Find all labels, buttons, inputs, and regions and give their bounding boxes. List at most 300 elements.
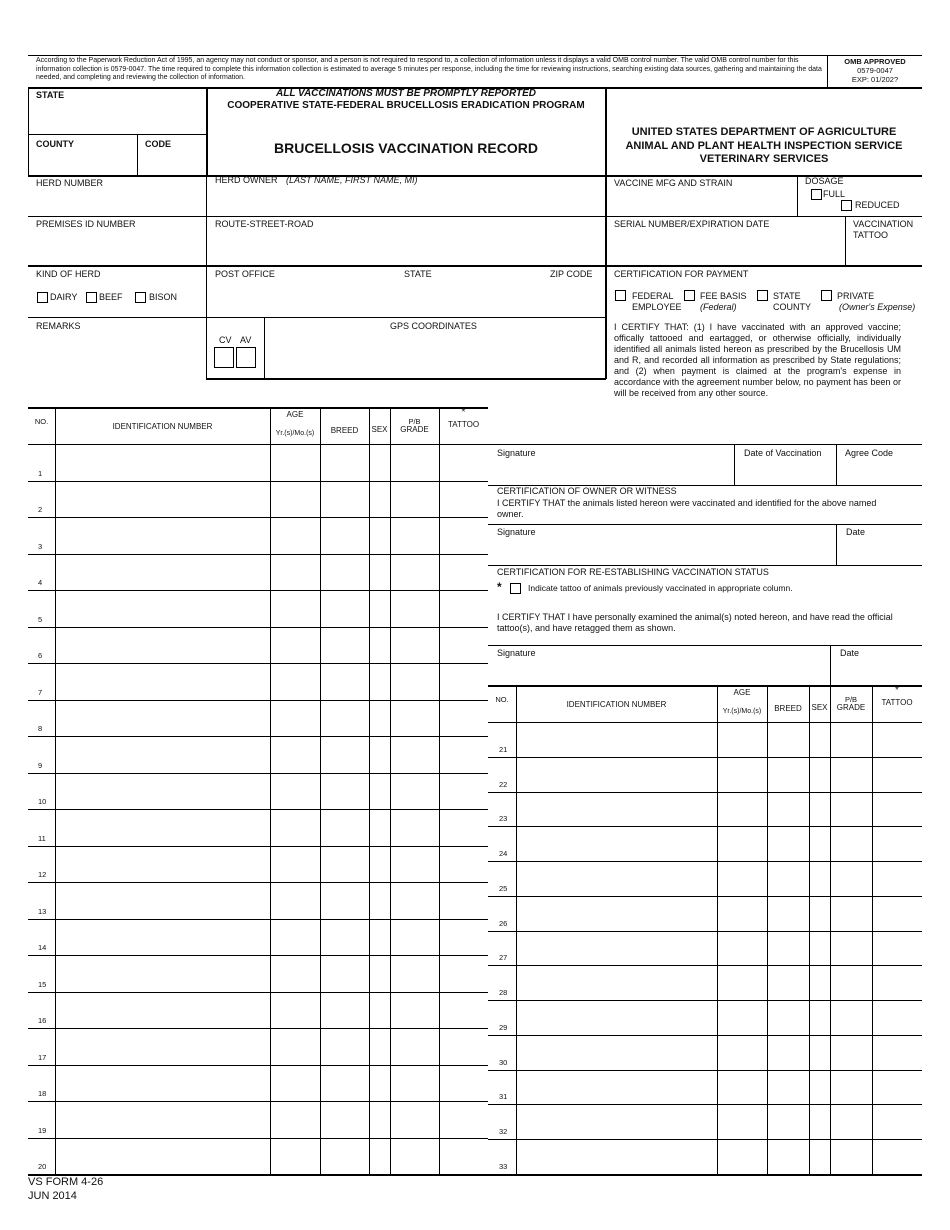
row-number: 20 (38, 1162, 47, 1171)
sex-cell[interactable] (810, 758, 829, 791)
sex-cell[interactable] (370, 445, 389, 480)
col-header-grade: GRADE (400, 425, 429, 434)
row-number: 11 (38, 833, 46, 843)
sex-cell[interactable] (810, 1105, 829, 1138)
row-number: 1 (38, 468, 43, 478)
tattoo-cell[interactable] (440, 628, 487, 663)
tattoo-cell[interactable] (440, 664, 487, 699)
identification-cell[interactable] (517, 827, 716, 860)
identification-cell[interactable] (56, 664, 269, 699)
pb-grade-cell[interactable] (831, 723, 871, 756)
bison-label: BISON (149, 292, 178, 302)
identification-cell[interactable] (56, 956, 269, 991)
row-number: 16 (38, 1016, 47, 1025)
tattoo-cell[interactable] (440, 956, 487, 991)
row-number: 9 (38, 760, 43, 770)
tattoo-cell[interactable] (440, 1102, 487, 1137)
age-cell[interactable] (271, 883, 319, 918)
sex-cell[interactable] (370, 993, 389, 1028)
row-number: 28 (499, 988, 508, 998)
identification-cell[interactable] (517, 966, 716, 999)
breed-cell[interactable] (321, 482, 368, 517)
pb-grade-cell[interactable] (391, 737, 438, 772)
pb-grade-cell[interactable] (831, 793, 871, 826)
sex-cell[interactable] (370, 1102, 389, 1137)
age-cell[interactable] (718, 862, 766, 895)
sex-cell[interactable] (370, 1029, 389, 1064)
pb-grade-cell[interactable] (831, 1036, 871, 1069)
serial-label: SERIAL NUMBER/EXPIRATION DATE (614, 219, 770, 229)
identification-cell[interactable] (517, 1036, 716, 1069)
breed-cell[interactable] (768, 793, 808, 826)
tattoo-cell[interactable] (440, 810, 487, 845)
tattoo-cell[interactable] (440, 993, 487, 1028)
identification-cell[interactable] (517, 1105, 716, 1138)
row-number: 26 (499, 918, 508, 928)
identification-cell[interactable] (56, 518, 269, 553)
reestablish-title: CERTIFICATION FOR RE-ESTABLISHING VACCINATION STATUS (497, 567, 769, 577)
pb-grade-cell[interactable] (831, 1071, 871, 1104)
col-header-tattoo: TATTOO (447, 420, 480, 429)
age-cell[interactable] (271, 810, 319, 845)
age-cell[interactable] (271, 664, 319, 699)
tattoo-cell[interactable] (440, 701, 487, 736)
age-cell[interactable] (271, 1102, 319, 1137)
tattoo-cell[interactable] (873, 966, 921, 999)
sex-cell[interactable] (810, 862, 829, 895)
dosage-label: DOSAGE (805, 176, 844, 186)
row-number: 25 (499, 883, 508, 893)
agency-aphis: ANIMAL AND PLANT HEALTH INSPECTION SERVICE (625, 139, 903, 152)
pb-grade-cell[interactable] (831, 862, 871, 895)
pb-grade-cell[interactable] (391, 628, 438, 663)
tattoo-cell[interactable] (873, 793, 921, 826)
pb-grade-cell[interactable] (831, 758, 871, 791)
breed-cell[interactable] (321, 701, 368, 736)
sex-cell[interactable] (370, 591, 389, 626)
row-number: 18 (38, 1089, 47, 1098)
pb-grade-cell[interactable] (391, 1066, 438, 1101)
pb-grade-cell[interactable] (391, 555, 438, 590)
row-number: 7 (38, 687, 43, 697)
state-county-checkbox[interactable] (757, 290, 768, 301)
federal-employee-checkbox[interactable] (615, 290, 626, 301)
breed-cell[interactable] (321, 847, 368, 882)
dairy-checkbox[interactable] (37, 292, 48, 303)
form-number: VS FORM 4-26 (28, 1176, 104, 1188)
pb-grade-cell[interactable] (831, 897, 871, 930)
age-cell[interactable] (718, 1001, 766, 1034)
sex-cell[interactable] (810, 1001, 829, 1034)
dosage-reduced-checkbox[interactable] (841, 200, 852, 211)
col-header-pb: P/B (844, 695, 858, 704)
tattoo-cell[interactable] (440, 1029, 487, 1064)
sex-cell[interactable] (370, 847, 389, 882)
age-cell[interactable] (718, 897, 766, 930)
age-cell[interactable] (271, 1139, 319, 1174)
row-number: 32 (499, 1127, 508, 1137)
identification-cell[interactable] (517, 932, 716, 965)
omb-exp: EXP: 01/202? (851, 75, 899, 84)
tattoo-cell[interactable] (440, 847, 487, 882)
tattoo-cell[interactable] (440, 518, 487, 553)
dosage-reduced-label: REDUCED (855, 200, 900, 210)
identification-cell[interactable] (56, 737, 269, 772)
av-label: AV (240, 335, 252, 345)
pb-grade-cell[interactable] (391, 810, 438, 845)
identification-cell[interactable] (517, 723, 716, 756)
identification-cell[interactable] (517, 897, 716, 930)
omb-approved-box (828, 57, 922, 84)
form-title: BRUCELLOSIS VACCINATION RECORD (274, 140, 538, 156)
row-number: 14 (38, 943, 47, 952)
row-number: 13 (38, 906, 47, 916)
state-label: STATE (36, 90, 65, 100)
identification-cell[interactable] (56, 883, 269, 918)
sex-cell[interactable] (370, 920, 389, 955)
age-cell[interactable] (271, 518, 319, 553)
row-number: 21 (499, 744, 508, 754)
pb-grade-cell[interactable] (831, 932, 871, 965)
pb-grade-cell[interactable] (831, 1001, 871, 1034)
remarks-label: REMARKS (36, 321, 81, 331)
tattoo-cell[interactable] (873, 1105, 921, 1138)
breed-cell[interactable] (321, 956, 368, 991)
col-header-identification: IDENTIFICATION NUMBER (112, 422, 213, 431)
private-checkbox[interactable] (821, 290, 832, 301)
tattoo-cell[interactable] (873, 758, 921, 791)
col-header-age-sub: Yr.(s)/Mo.(s) (722, 708, 762, 715)
row-number: 2 (38, 505, 43, 514)
age-cell[interactable] (718, 1140, 766, 1173)
omb-number: 0579-0047 (857, 66, 893, 75)
col-header-star: * (895, 685, 899, 696)
row-number: 6 (38, 651, 43, 660)
breed-cell[interactable] (768, 827, 808, 860)
sex-cell[interactable] (370, 1139, 389, 1174)
sex-cell[interactable] (810, 932, 829, 965)
tattoo-cell[interactable] (440, 1066, 487, 1101)
sex-cell[interactable] (370, 956, 389, 991)
row-number: 27 (499, 953, 508, 963)
identification-cell[interactable] (517, 758, 716, 791)
premises-id-label: PREMISES ID NUMBER (36, 219, 136, 229)
col-header-sex: SEX (371, 425, 388, 434)
sex-cell[interactable] (810, 897, 829, 930)
breed-cell[interactable] (321, 591, 368, 626)
county-label: COUNTY (36, 139, 74, 149)
herd-owner-hint: (LAST NAME, FIRST NAME, MI) (286, 175, 418, 185)
pb-grade-cell[interactable] (391, 591, 438, 626)
row-number: 19 (38, 1125, 47, 1135)
route-label: ROUTE-STREET-ROAD (215, 219, 314, 229)
reestablish-checkbox[interactable] (510, 583, 521, 594)
paperwork-notice: According to the Paperwork Reduction Act of 1995, an agency may not conduct or sponsor, and a person is not required to respond to, a collection of information unless it displays a valid OMB control number. The valid OMB control number for this information collection is 0579-0047. The time required to complete this information collection is estimated to average 5 minutes per response, including the time for reviewing instructions, searching existing data sources, gathering and maintaining the data needed, and completing and reviewing the collection of information. (36, 57, 822, 81)
reestablish-date-label: Date (840, 648, 860, 658)
breed-cell[interactable] (768, 966, 808, 999)
bison-checkbox[interactable] (135, 292, 146, 303)
sex-cell[interactable] (370, 774, 389, 809)
herd-number-label: HERD NUMBER (36, 178, 104, 188)
breed-cell[interactable] (321, 555, 368, 590)
agency-vs: VETERINARY SERVICES (699, 153, 829, 165)
row-number: 10 (38, 797, 47, 806)
av-box[interactable] (236, 347, 256, 368)
sex-cell[interactable] (370, 810, 389, 845)
age-cell[interactable] (718, 1071, 766, 1104)
breed-cell[interactable] (768, 1105, 808, 1138)
row-number: 33 (499, 1162, 508, 1171)
tattoo-cell[interactable] (873, 1036, 921, 1069)
col-header-breed: BREED (330, 426, 359, 435)
sex-cell[interactable] (810, 1036, 829, 1069)
row-number: 3 (38, 541, 43, 551)
tattoo-cell[interactable] (873, 1071, 921, 1104)
tattoo-cell[interactable] (440, 445, 487, 480)
breed-cell[interactable] (321, 883, 368, 918)
pb-grade-cell[interactable] (391, 518, 438, 553)
tattoo-cell[interactable] (873, 932, 921, 965)
dosage-full-label: FULL (823, 189, 846, 199)
sex-cell[interactable] (810, 793, 829, 826)
col-header-tattoo: TATTOO (881, 698, 913, 707)
report-notice: ALL VACCINATIONS MUST BE PROMPTLY REPORTED (275, 88, 536, 99)
breed-cell[interactable] (768, 932, 808, 965)
row-number: 23 (499, 814, 508, 824)
age-cell[interactable] (271, 701, 319, 736)
tattoo-cell[interactable] (873, 1001, 921, 1034)
owner-cert-title: CERTIFICATION OF OWNER OR WITNESS (497, 486, 677, 496)
tattoo-cell[interactable] (440, 591, 487, 626)
kind-of-herd-label: KIND OF HERD (36, 269, 101, 279)
sex-cell[interactable] (810, 827, 829, 860)
identification-cell[interactable] (56, 1102, 269, 1137)
reestablish-text: I CERTIFY THAT I have personally examined the animal(s) noted hereon, and have read the official tattoo(s), and have retagged them as shown. (497, 612, 893, 633)
age-cell[interactable] (271, 628, 319, 663)
breed-cell[interactable] (768, 1036, 808, 1069)
tattoo-cell[interactable] (873, 897, 921, 930)
pb-grade-cell[interactable] (391, 956, 438, 991)
pb-grade-cell[interactable] (391, 482, 438, 517)
pb-grade-cell[interactable] (391, 920, 438, 955)
breed-cell[interactable] (321, 993, 368, 1028)
age-cell[interactable] (718, 827, 766, 860)
post-office-label: POST OFFICE (215, 269, 275, 279)
breed-cell[interactable] (768, 897, 808, 930)
identification-cell[interactable] (56, 774, 269, 809)
identification-cell[interactable] (517, 1140, 716, 1173)
breed-cell[interactable] (768, 862, 808, 895)
reestablish-star: * (497, 580, 502, 594)
sex-cell[interactable] (370, 701, 389, 736)
col-header-grade: GRADE (836, 703, 866, 712)
sex-cell[interactable] (370, 883, 389, 918)
tattoo-cell[interactable] (440, 1139, 487, 1174)
pb-grade-cell[interactable] (831, 827, 871, 860)
age-cell[interactable] (271, 1029, 319, 1064)
identification-cell[interactable] (56, 445, 269, 480)
pb-grade-cell[interactable] (391, 1139, 438, 1174)
col-header-identification: IDENTIFICATION NUMBER (566, 700, 667, 709)
identification-cell[interactable] (517, 793, 716, 826)
breed-cell[interactable] (768, 1071, 808, 1104)
age-cell[interactable] (271, 993, 319, 1028)
age-cell[interactable] (718, 723, 766, 756)
identification-cell[interactable] (56, 1139, 269, 1174)
sex-cell[interactable] (370, 518, 389, 553)
identification-cell[interactable] (517, 1001, 716, 1034)
pb-grade-cell[interactable] (391, 993, 438, 1028)
pb-grade-cell[interactable] (391, 774, 438, 809)
pb-grade-cell[interactable] (391, 445, 438, 480)
reestablish-indicate: Indicate tattoo of animals previously vaccinated in appropriate column. (528, 583, 793, 593)
col-header-star: * (461, 407, 466, 418)
tattoo-cell[interactable] (873, 827, 921, 860)
row-number: 5 (38, 614, 43, 624)
sex-cell[interactable] (810, 1071, 829, 1104)
row-number: 17 (38, 1052, 47, 1062)
dosage-full-checkbox[interactable] (811, 189, 822, 200)
sex-cell[interactable] (370, 482, 389, 517)
tattoo-cell[interactable] (440, 737, 487, 772)
breed-cell[interactable] (321, 664, 368, 699)
form-date: JUN 2014 (28, 1190, 77, 1202)
age-cell[interactable] (718, 758, 766, 791)
row-number: 4 (38, 578, 43, 587)
federal-employee-label: FEDERAL EMPLOYEE (632, 291, 682, 312)
sex-cell[interactable] (810, 1140, 829, 1173)
identification-cell[interactable] (56, 701, 269, 736)
identification-cell[interactable] (56, 628, 269, 663)
identification-cell[interactable] (56, 1029, 269, 1064)
tattoo-cell[interactable] (873, 1140, 921, 1173)
tattoo-cell[interactable] (440, 774, 487, 809)
sex-cell[interactable] (370, 737, 389, 772)
pb-grade-cell[interactable] (831, 1140, 871, 1173)
cv-label: CV (219, 335, 232, 345)
age-cell[interactable] (271, 956, 319, 991)
beef-checkbox[interactable] (86, 292, 97, 303)
age-cell[interactable] (718, 793, 766, 826)
breed-cell[interactable] (768, 1001, 808, 1034)
breed-cell[interactable] (768, 723, 808, 756)
breed-cell[interactable] (321, 518, 368, 553)
fee-basis-checkbox[interactable] (684, 290, 695, 301)
age-cell[interactable] (271, 1066, 319, 1101)
gps-label: GPS COORDINATES (390, 321, 477, 331)
breed-cell[interactable] (321, 1139, 368, 1174)
age-cell[interactable] (718, 1105, 766, 1138)
pb-grade-cell[interactable] (391, 701, 438, 736)
tattoo-cell[interactable] (440, 555, 487, 590)
row-number: 12 (38, 870, 47, 879)
row-number: 24 (499, 849, 508, 859)
age-cell[interactable] (271, 482, 319, 517)
tattoo-cell[interactable] (440, 883, 487, 918)
breed-cell[interactable] (768, 758, 808, 791)
age-cell[interactable] (271, 591, 319, 626)
identification-cell[interactable] (56, 555, 269, 590)
row-number: 31 (499, 1092, 508, 1102)
breed-cell[interactable] (321, 920, 368, 955)
identification-cell[interactable] (56, 847, 269, 882)
tattoo-cell[interactable] (873, 723, 921, 756)
owner-date-label: Date (846, 527, 866, 537)
vaccine-mfg-label: VACCINE MFG AND STRAIN (614, 178, 733, 188)
pb-grade-cell[interactable] (391, 847, 438, 882)
sex-cell[interactable] (370, 555, 389, 590)
row-number: 15 (38, 979, 47, 989)
age-cell[interactable] (718, 1036, 766, 1069)
cv-box[interactable] (214, 347, 234, 368)
breed-cell[interactable] (321, 628, 368, 663)
pb-grade-cell[interactable] (391, 1102, 438, 1137)
sex-cell[interactable] (810, 723, 829, 756)
fee-basis-label: FEE BASIS (Federal) (700, 291, 747, 312)
state-field-label: STATE (404, 269, 432, 279)
breed-cell[interactable] (321, 1102, 368, 1137)
sex-cell[interactable] (810, 966, 829, 999)
tattoo-cell[interactable] (440, 482, 487, 517)
age-cell[interactable] (271, 445, 319, 480)
age-cell[interactable] (718, 966, 766, 999)
col-header-breed: BREED (774, 704, 802, 713)
breed-cell[interactable] (768, 1140, 808, 1173)
pb-grade-cell[interactable] (391, 883, 438, 918)
identification-cell[interactable] (56, 810, 269, 845)
sex-cell[interactable] (370, 664, 389, 699)
col-header-age: AGE (286, 410, 304, 419)
breed-cell[interactable] (321, 1029, 368, 1064)
breed-cell[interactable] (321, 774, 368, 809)
identification-cell[interactable] (56, 920, 269, 955)
vaccinator-signature-label: Signature (497, 448, 536, 458)
age-cell[interactable] (271, 920, 319, 955)
identification-cell[interactable] (56, 1066, 269, 1101)
omb-title: OMB APPROVED (844, 57, 906, 66)
sex-cell[interactable] (370, 628, 389, 663)
date-of-vaccination-label: Date of Vaccination (744, 448, 822, 458)
age-cell[interactable] (271, 774, 319, 809)
row-number: 8 (38, 724, 43, 733)
breed-cell[interactable] (321, 1066, 368, 1101)
identification-cell[interactable] (517, 862, 716, 895)
breed-cell[interactable] (321, 737, 368, 772)
tattoo-cell[interactable] (440, 920, 487, 955)
age-cell[interactable] (271, 847, 319, 882)
age-cell[interactable] (271, 737, 319, 772)
vaccination-tattoo-label: VACCINATION TATTOO (853, 219, 914, 240)
pb-grade-cell[interactable] (391, 1029, 438, 1064)
tattoo-cell[interactable] (873, 862, 921, 895)
identification-cell[interactable] (517, 1071, 716, 1104)
identification-cell[interactable] (56, 482, 269, 517)
breed-cell[interactable] (321, 445, 368, 480)
identification-cell[interactable] (56, 993, 269, 1028)
identification-cell[interactable] (56, 591, 269, 626)
pb-grade-cell[interactable] (831, 1105, 871, 1138)
col-header-pb: P/B (408, 417, 421, 426)
owner-signature-label: Signature (497, 527, 536, 537)
agency-block (607, 126, 921, 167)
breed-cell[interactable] (321, 810, 368, 845)
herd-owner-label: HERD OWNER (215, 175, 278, 185)
age-cell[interactable] (271, 555, 319, 590)
age-cell[interactable] (718, 932, 766, 965)
sex-cell[interactable] (370, 1066, 389, 1101)
pb-grade-cell[interactable] (391, 664, 438, 699)
pb-grade-cell[interactable] (831, 966, 871, 999)
